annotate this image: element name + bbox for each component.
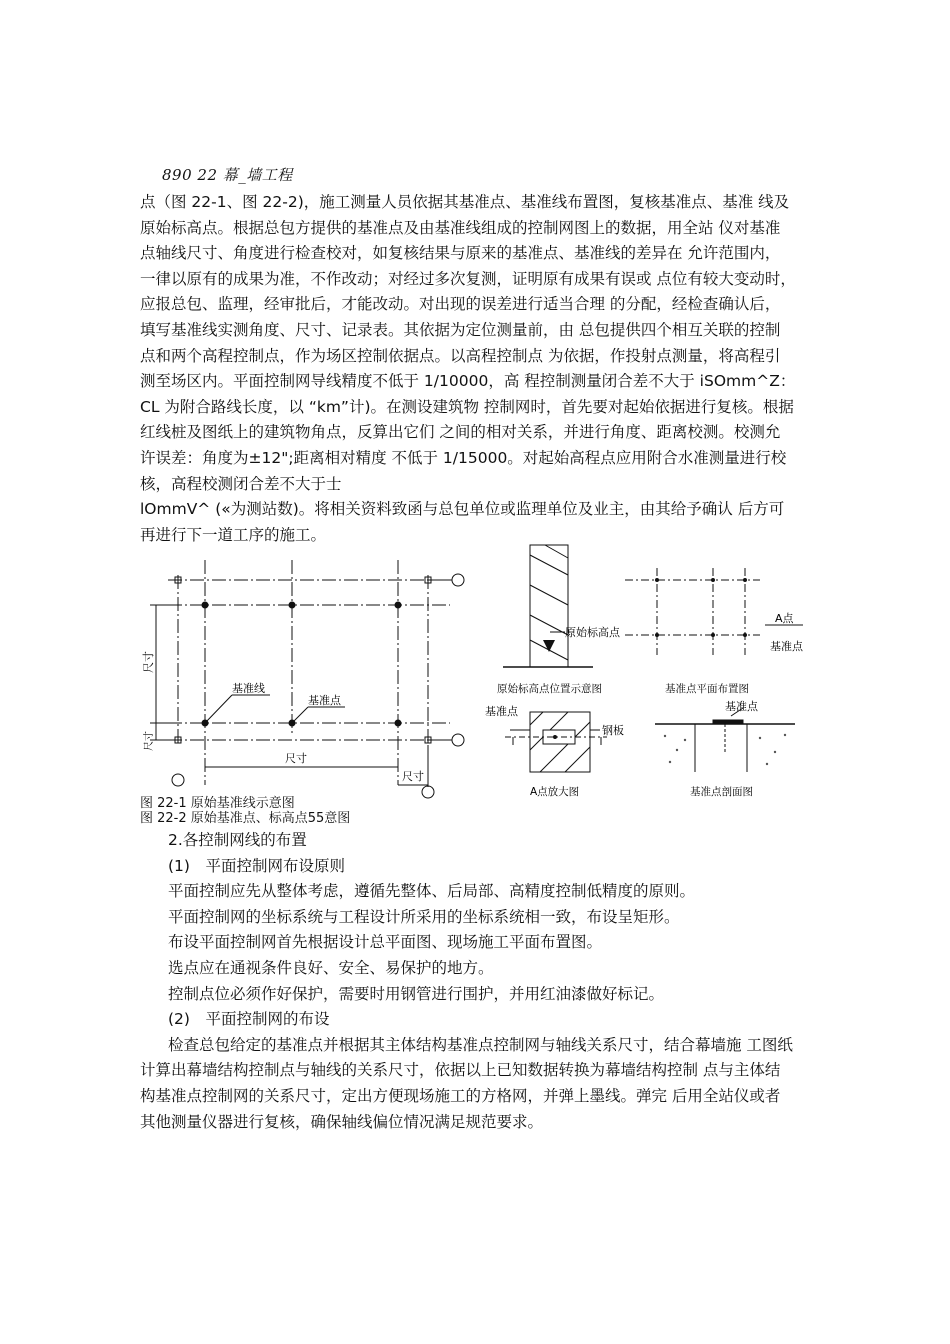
dim-label-small: 尺寸 <box>402 770 424 783</box>
figure-22-1-baseline-diagram <box>140 555 480 800</box>
elevation-marker <box>543 640 555 652</box>
base-point <box>289 720 296 727</box>
text-line: 原始标高点。根据总包方提供的基准点及由基准线组成的控制网图上的数据，用全站 仪对基准 <box>140 218 781 237</box>
title-elevation-position: 原始标高点位置示意图 <box>497 683 602 695</box>
base-point <box>743 633 747 637</box>
text-line: 点（图 22-1、图 22-2)，施工测量人员依据其基准点、基准线布置图，复核基准点、基准 线及 <box>140 193 790 211</box>
point-a <box>553 735 557 739</box>
base-point <box>711 578 715 582</box>
label-base-point-br: 基准点 <box>725 700 758 713</box>
label-base-point-tr: 基准点 <box>770 640 803 653</box>
text-line: 核，高程校测闭合差不大于士 <box>140 474 342 493</box>
label-point-a: A点 <box>775 612 794 625</box>
subsection-heading: (2) 平面控制网的布设 <box>168 1010 330 1029</box>
label-steel-plate: 钢板 <box>602 724 624 737</box>
dim-label-vertical: 尺寸 <box>142 651 155 673</box>
base-point <box>395 720 402 727</box>
subsection-heading: (1) 平面控制网布设原则 <box>168 856 345 875</box>
title-a-point-enlarged: A点放大图 <box>530 786 580 798</box>
base-point <box>743 578 747 582</box>
base-point <box>655 578 659 582</box>
page-header: 890 22 幕_墙工程 <box>162 166 293 184</box>
text-line: 点轴线尺寸、角度进行检查校对，如复核结果与原来的基准点、基准线的差异在 允许范围内， <box>140 244 781 263</box>
section-heading: 2.各控制网线的布置 <box>168 831 307 849</box>
figure-22-2-point-diagrams <box>485 540 805 802</box>
text-line: 构基准点控制网的关系尺寸，定出方便现场施工的方格网，并弹上墨线。弹完 后用全站仪或者 <box>140 1086 781 1105</box>
base-point <box>289 602 296 609</box>
text-line: 一律以原有的成果为准，不作改动；对经过多次复测，证明原有成果有误或 点位有较大变动时， <box>140 269 796 288</box>
text-line: 再进行下一道工序的施工。 <box>140 525 327 544</box>
base-point <box>655 633 659 637</box>
text-line: 红线桩及图纸上的建筑物角点，反算出它们 之间的相对关系，并进行角度、距离校测。校测允 <box>140 423 781 442</box>
text-line: lOmmV^ («为测站数)。将相关资料致函与总包单位或监理单位及业主，由其给予确认 后方可 <box>140 500 785 519</box>
text-line: 检查总包给定的基准点并根据其主体结构基准点控制网与轴线关系尺寸，结合幕墙施 工图纸 <box>168 1035 793 1054</box>
base-point <box>202 720 209 727</box>
caption-fig-22-1: 图 22-1 原始基准线示意图 <box>140 796 295 811</box>
dim-label-vertical-small: 尺寸 <box>144 731 155 751</box>
text-line: 其他测量仪器进行复核，确保轴线偏位情况满足规范要求。 <box>140 1112 544 1131</box>
label-base-point-bl: 基准点 <box>485 705 518 718</box>
text-line: CL 为附合路线长度，以 “km”计)。在测设建筑物 控制网时，首先要对起始依据进行复核。根据 <box>140 397 794 416</box>
text-line: 应报总包、监理，经审批后，才能改动。对出现的误差进行适当合理 的分配，经检查确认后， <box>140 295 781 314</box>
text-line: 测至场区内。平面控制网导线精度不低于 1/10000，高 程控制测量闭合差不大于 iSOmm^Z： <box>140 372 796 391</box>
base-point <box>202 602 209 609</box>
label-original-elevation: 原始标高点 <box>565 626 620 639</box>
title-base-plan: 基准点平面布置图 <box>665 683 749 695</box>
text-line: 计算出幕墙结构控制点与轴线的关系尺寸，依据以上已知数据转换为幕墙结构控制 点与主体结 <box>140 1061 781 1080</box>
list-item: 平面控制网的坐标系统与工程设计所采用的坐标系统相一致，布设呈矩形。 <box>168 907 680 926</box>
list-item: 选点应在通视条件良好、安全、易保护的地方。 <box>168 958 494 977</box>
base-point <box>711 633 715 637</box>
label-baseline: 基准线 <box>232 682 265 695</box>
dim-label-horizontal: 尺寸 <box>285 752 307 765</box>
title-base-section: 基准点剖面图 <box>690 786 753 798</box>
list-item: 布设平面控制网首先根据设计总平面图、现场施工平面布置图。 <box>168 933 603 952</box>
label-basepoint: 基准点 <box>308 694 341 707</box>
text-line: 点和两个高程控制点，作为场区控制依据点。以高程控制点 为依据，作投射点测量，将高程引 <box>140 346 781 365</box>
caption-fig-22-2: 图 22-2 原始基准点、标高点55意图 <box>140 811 351 826</box>
text-line: 许误差：角度为±12";距离相对精度 不低于 1/15000。对起始高程点应用附合水准测量进行校 <box>140 448 787 467</box>
list-item: 平面控制应先从整体考虑，遵循先整体、后局部、高精度控制低精度的原则。 <box>168 882 696 901</box>
list-item: 控制点位必须作好保护，需要时用钢管进行围护，并用红油漆做好标记。 <box>168 984 665 1003</box>
section-control-network <box>140 828 830 1135</box>
base-point <box>395 602 402 609</box>
intro-paragraph <box>140 190 820 548</box>
text-line: 填写基准线实测角度、尺寸、记录表。其依据为定位测量前，由 总包提供四个相互关联的控制 <box>140 320 781 339</box>
